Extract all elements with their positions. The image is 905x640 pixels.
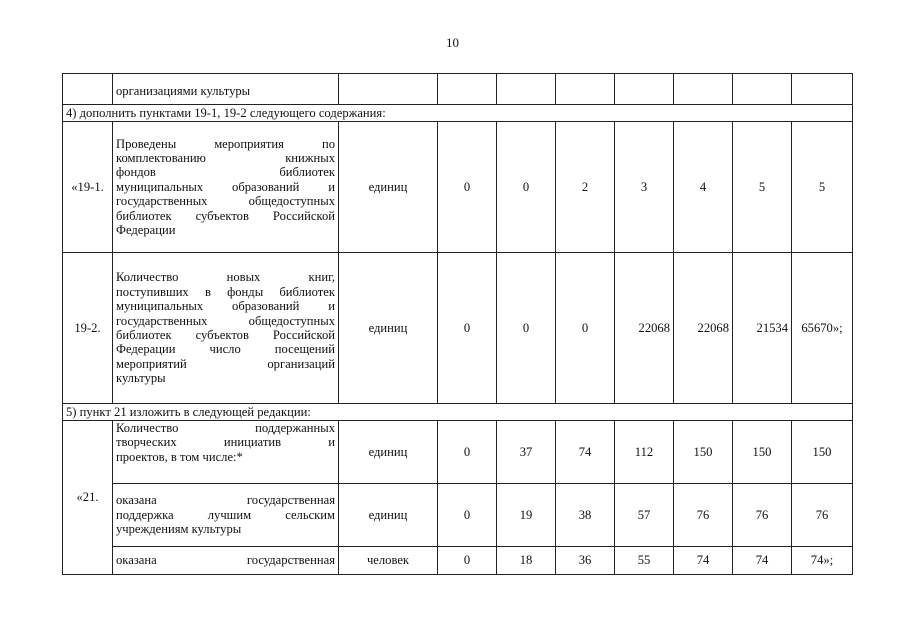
value: 76 [733,484,792,547]
value: 76 [792,484,853,547]
indicator-table [62,73,853,575]
value: 57 [615,484,674,547]
table-row-19-1 [63,122,853,253]
item-description [113,421,339,484]
table-row-19-2 [63,253,853,404]
desc-line: проектов, в том числе:* [116,449,243,464]
value: 21534 [733,253,792,404]
value: 5 [733,122,792,253]
value: 0 [438,122,497,253]
desc-line: Федерации число посещений [116,342,335,357]
cell-num [63,74,113,105]
desc-line: Количество поддержанных [116,421,335,435]
value: 37 [497,421,556,484]
cell-value [556,74,615,105]
value: 5 [792,122,853,253]
value: 65670»; [792,253,853,404]
desc-line: Проведены мероприятия по [116,136,335,151]
desc-line: фондов библиотек [116,165,335,180]
desc-line: Количество новых книг, [116,270,335,285]
item-number: «19-1. [63,122,113,253]
value: 36 [556,547,615,575]
desc-line: оказана государственная [116,493,335,508]
value: 55 [615,547,674,575]
item-number: 19-2. [63,253,113,404]
cell-unit [339,74,438,105]
value: 74 [556,421,615,484]
cell-value [733,74,792,105]
value: 2 [556,122,615,253]
item-description [113,253,339,404]
value: 0 [497,122,556,253]
value: 0 [438,421,497,484]
value: 74 [733,547,792,575]
page-number: 10 [446,35,459,50]
desc-line: Федерации [116,223,176,238]
unit: единиц [339,421,438,484]
unit: единиц [339,253,438,404]
table-row-21-total [63,421,853,484]
item-description [113,122,339,253]
cell-value [438,74,497,105]
item-description [113,547,339,575]
desc-line: культуры [116,371,166,386]
value: 0 [438,253,497,404]
desc-line: комплектованию книжных [116,150,335,165]
amendment-note: 4) дополнить пунктами 19-1, 19-2 следующего содержания: [63,105,853,122]
desc-line: муниципальных образований и [116,299,335,314]
value: 19 [497,484,556,547]
cell-value [792,74,853,105]
item-description [113,484,339,547]
value: 0 [438,484,497,547]
item-number: «21. [63,421,113,575]
note-row [63,105,853,122]
desc-line: муниципальных образований и [116,179,335,194]
value: 150 [792,421,853,484]
value: 0 [556,253,615,404]
value: 4 [674,122,733,253]
cell-desc: организациями культуры [113,74,339,105]
cell-value [674,74,733,105]
desc-line: государственных общедоступных [116,313,335,328]
unit: человек [339,547,438,575]
unit: единиц [339,122,438,253]
desc-line: библиотек субъектов Российской [116,328,335,342]
cell-value [615,74,674,105]
table-row-continuation [63,74,853,105]
desc-line: творческих инициатив и [116,435,335,450]
value: 0 [497,253,556,404]
value: 38 [556,484,615,547]
value: 150 [674,421,733,484]
desc-line: библиотек субъектов Российской [116,208,335,223]
value: 22068 [615,253,674,404]
desc-line: мероприятий организаций [116,356,335,371]
cell-value [497,74,556,105]
amendment-note: 5) пункт 21 изложить в следующей редакции: [63,404,853,421]
value: 112 [615,421,674,484]
note-row [63,404,853,421]
value: 74 [674,547,733,575]
desc-line: оказана государственная [116,553,335,568]
value: 0 [438,547,497,575]
desc-line: поддержка лучшим сельским [116,507,335,522]
value: 150 [733,421,792,484]
desc-line: учреждениям культуры [116,522,242,537]
value: 18 [497,547,556,575]
table-row-21-rural [63,484,853,547]
unit: единиц [339,484,438,547]
desc-line: поступивших в фонды библиотек [116,284,335,299]
desc-line: государственных общедоступных [116,194,335,209]
value: 3 [615,122,674,253]
value: 22068 [674,253,733,404]
table-row-21-people [63,547,853,575]
value: 76 [674,484,733,547]
value: 74»; [792,547,853,575]
